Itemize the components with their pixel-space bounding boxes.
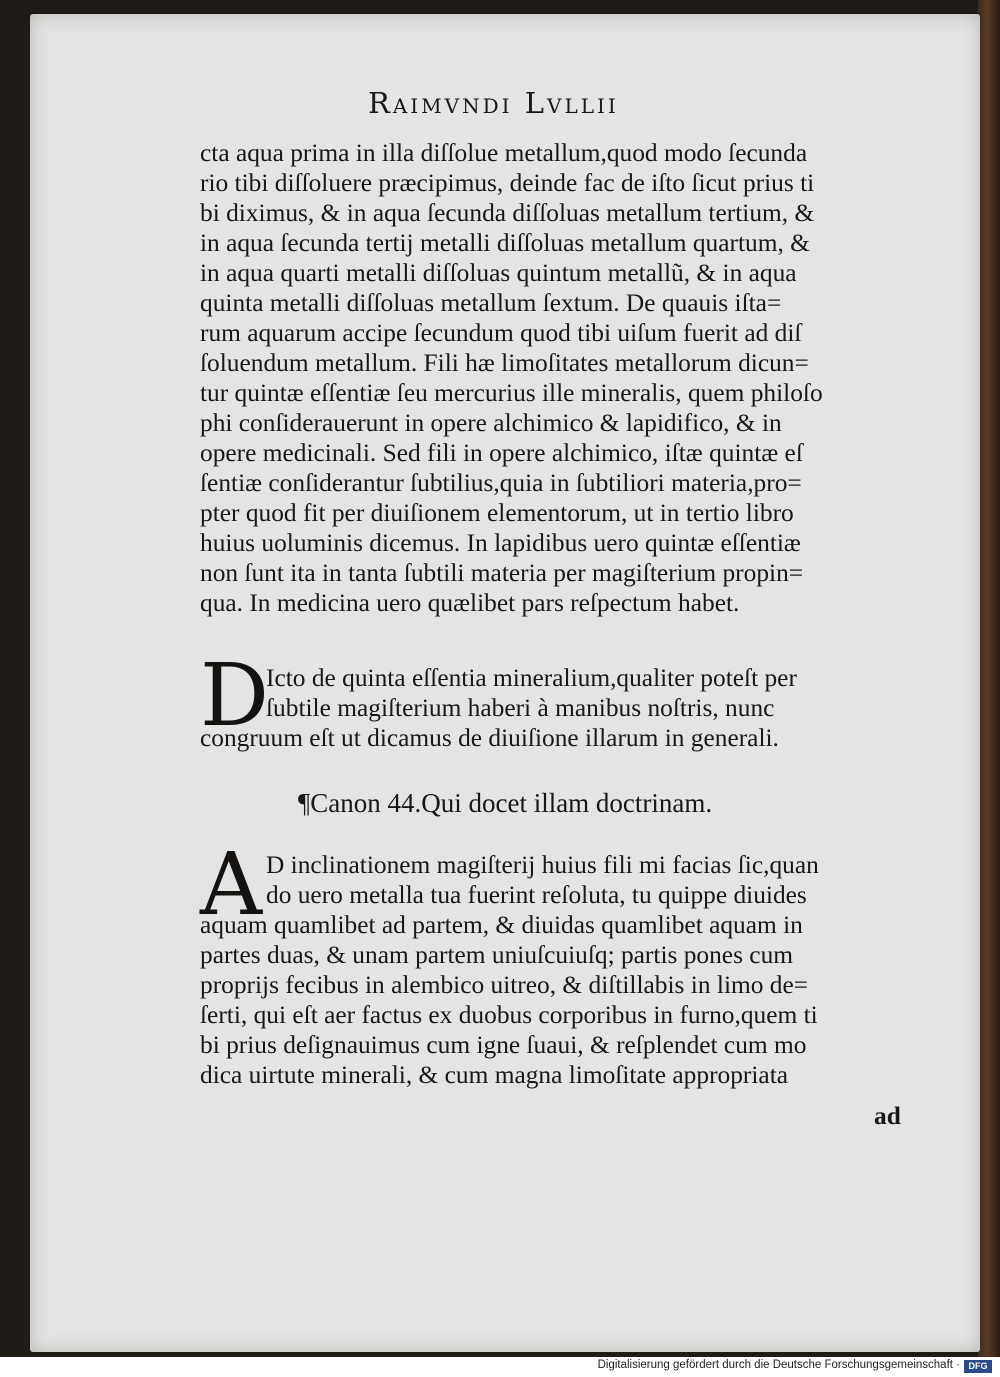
text-line: bi prius deſignauimus cum igne ſuaui, & reſplendet cum mo (200, 1031, 807, 1059)
book-binding-edge (978, 0, 1000, 1357)
text-line: in aqua quarti metalli diſſoluas quintum metallũ, & in aqua (200, 259, 797, 287)
text-line: opere medicinali. Sed fili in opere alchimico, iſtæ quintæ eſ (200, 439, 803, 467)
text-line: in aqua ſecunda tertij metalli diſſoluas metallum quartum, & (200, 229, 810, 257)
text-line: Icto de quinta eſſentia mineralium,qualiter poteſt per (266, 664, 797, 692)
text-line: proprijs fecibus in alembico uitreo, & diſtillabis in limo de= (200, 971, 809, 999)
paragraph-3 (200, 835, 922, 1090)
text-line: phi conſiderauerunt in opere alchimico & lapidifico, & in (200, 409, 782, 437)
text-line: ſubtile magiſterium haberi à manibus noſtris, nunc (266, 694, 775, 722)
text-line: cta aqua prima in illa diſſolue metallum,quod modo ſecunda (200, 139, 808, 167)
drop-cap-initial: D (200, 646, 269, 746)
text-line: ſerti, qui eſt aer factus ex duobus corporibus in furno,quem ti (200, 1001, 818, 1029)
text-line: D inclinationem magiſterij huius fili mi facias ſic,quan (266, 851, 819, 879)
text-line: quinta metalli diſſoluas metallum ſextum. De quauis iſta= (200, 289, 782, 317)
text-line: non ſunt ita in tanta ſubtili materia per magiſterium propin= (200, 559, 804, 587)
text-line: do uero metalla tua fuerint reſoluta, tu quippe diuides (266, 881, 807, 909)
footer-bar (0, 1357, 1000, 1377)
text-line: pter quod fit per diuiſionem elementorum, ut in tertio libro (200, 499, 794, 527)
text-line: rio tibi diſſoluere præcipimus, deinde fac de iſto ſicut prius ti (200, 169, 815, 197)
paragraph-1 (200, 138, 922, 618)
running-head: Raimvndi Lvllii (368, 86, 619, 120)
text-line: tur quintæ eſſentiæ ſeu mercurius ille mineralis, quem philoſo (200, 379, 823, 407)
text-line: huius uoluminis dicemus. In lapidibus uero quintæ eſſentiæ (200, 529, 801, 557)
text-line: qua. In medicina uero quælibet pars reſpectum habet. (200, 589, 740, 617)
text-line: bi diximus, & in aqua ſecunda diſſoluas metallum tertium, & (200, 199, 815, 227)
text-line: aquam quamlibet ad partem, & diuidas quamlibet aquam in (200, 911, 803, 939)
text-line: congruum eſt ut dicamus de diuiſione illarum in generali. (200, 724, 779, 752)
catchword: ad (874, 1102, 901, 1130)
paragraph-2 (200, 646, 922, 753)
text-line: dica uirtute minerali, & cum magna limoſitate appropriata (200, 1061, 789, 1089)
text-line: partes duas, & unam partem uniuſcuiuſq; partis pones cum (200, 941, 794, 969)
canon-heading: ¶Canon 44.Qui docet illam doctrinam. (298, 788, 713, 818)
text-line: ſentiæ conſiderantur ſubtilius,quia in ſubtiliori materia,pro= (200, 469, 802, 497)
text-line: ſoluendum metallum. Fili hæ limoſitates metallorum dicun= (200, 349, 809, 377)
footer-credit: Digitalisierung gefördert durch die Deutsche Forschungsgemeinschaft · (597, 1359, 960, 1371)
drop-cap-initial: A (200, 835, 263, 935)
text-line: rum aquarum accipe ſecundum quod tibi uiſum fuerit ad diſ (200, 319, 802, 347)
dfg-logo: DFG (964, 1360, 992, 1373)
